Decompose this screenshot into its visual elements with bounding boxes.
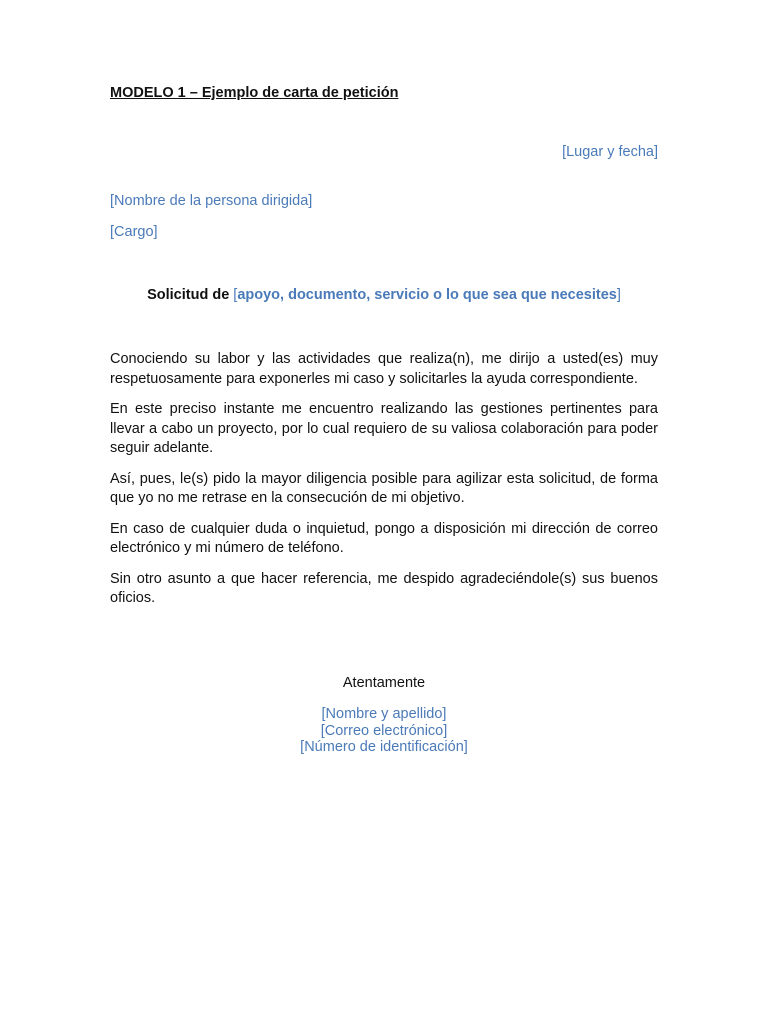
subject-placeholder: apoyo, documento, servicio o lo que sea que necesites (237, 287, 617, 303)
closing-line: Atentamente (342, 675, 426, 691)
body-paragraph: Conociendo su labor y las actividades que realiza(n), me dirijo a usted(es) muy respetuosamente para exponerles mi caso y solicitarles la ayuda correspondiente. (110, 351, 658, 387)
body-paragraph: Sin otro asunto a que hacer referencia, me despido agradeciéndole(s) sus buenos oficios. (110, 570, 658, 606)
body-paragraph: Así, pues, le(s) pido la mayor diligencia posible para agilizar esta solicitud, de forma que yo no me retrase en la consecución de mi objetivo. (110, 470, 658, 506)
body-paragraph: En este preciso instante me encuentro realizando las gestiones pertinentes para llevar a cabo un proyecto, por lo cual requiero de su valiosa colaboración para poder seguir adelante. (110, 401, 658, 456)
place-date-placeholder: [Lugar y fecha] (562, 144, 658, 160)
subject-close-bracket: ] (616, 287, 621, 303)
recipient-name-placeholder: [Nombre de la persona dirigida] (110, 193, 313, 209)
body-paragraph: En caso de cualquier duda o inquietud, pongo a disposición mi dirección de correo electrónico y mi número de teléfono. (110, 520, 658, 556)
subject-open-bracket: [ (233, 287, 238, 303)
subject-line (110, 287, 658, 303)
recipient-role-placeholder: [Cargo] (110, 224, 158, 240)
signature-id-placeholder: [Número de identificación] (300, 739, 468, 755)
letter-body (110, 350, 658, 620)
subject-prefix: Solicitud de (147, 287, 230, 303)
signature-name-placeholder: [Nombre y apellido] (321, 706, 447, 722)
signature-block (110, 706, 658, 756)
document-title: MODELO 1 – Ejemplo de carta de petición (110, 85, 399, 101)
signature-email-placeholder: [Correo electrónico] (320, 722, 448, 739)
